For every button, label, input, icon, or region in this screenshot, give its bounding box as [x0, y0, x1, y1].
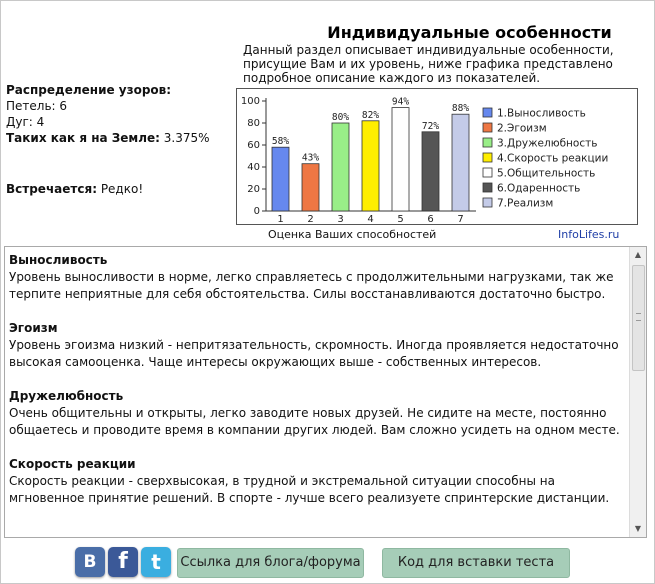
site-link[interactable]: InfoLifes.ru	[558, 228, 620, 241]
y-tick-label: 60	[247, 140, 260, 151]
distribution-label: Распределение узоров:	[6, 83, 172, 97]
y-tick-label: 20	[247, 184, 260, 195]
legend-label: 6.Одаренность	[497, 182, 581, 195]
legend-label: 5.Общительность	[497, 167, 596, 180]
loops-count: Петель: 6	[6, 99, 68, 113]
description-section	[9, 388, 621, 439]
bar-value-label: 88%	[451, 103, 470, 115]
legend-swatch	[483, 168, 492, 177]
bar-value-label: 43%	[301, 152, 320, 164]
bar	[422, 132, 439, 211]
section-text: Скорость реакции - сверхвысокая, в трудной и экстремальной ситуации способны на мгновенное принятие решений. В спорте - лучше всего реализуете спринтерские дистанции.	[9, 474, 610, 505]
section-heading: Эгоизм	[9, 321, 58, 335]
section-text: Уровень выносливости в норме, легко справляетесь с продолжительными нагрузками, так же терпите неприятные для себя обстоятельства. Силы восстанавливаются достаточно быстро.	[9, 270, 614, 301]
legend-label: 1.Выносливость	[497, 107, 586, 120]
description-textarea[interactable]	[4, 246, 647, 538]
grip-icon	[636, 313, 641, 321]
bar-value-label: 58%	[271, 136, 290, 148]
y-tick-label: 100	[240, 96, 260, 107]
description-section	[9, 320, 621, 371]
same-as-me-label: Таких как я на Земле:	[6, 131, 160, 145]
x-tick-label: 4	[367, 214, 374, 225]
section-heading: Скорость реакции	[9, 457, 136, 471]
x-tick-label: 2	[307, 214, 314, 225]
arcs-count: Дуг: 4	[6, 115, 45, 129]
bar	[302, 164, 319, 211]
legend-label: 2.Эгоизм	[497, 122, 547, 135]
blog-link-button[interactable]: Ссылка для блога/форума	[177, 548, 364, 578]
bar	[272, 147, 289, 211]
vk-share-button[interactable]: B	[75, 547, 105, 577]
x-tick-label: 6	[427, 214, 434, 225]
embed-code-button[interactable]: Код для вставки теста	[382, 548, 570, 578]
descriptions-content	[9, 252, 621, 524]
y-tick-label: 40	[247, 162, 260, 173]
bar	[392, 108, 409, 211]
page-title: Индивидуальные особенности	[327, 23, 612, 42]
legend-swatch	[483, 183, 492, 192]
scroll-down-icon[interactable]: ▼	[634, 524, 642, 533]
y-tick-label: 80	[247, 118, 260, 129]
section-heading: Дружелюбность	[9, 389, 124, 403]
chart-caption: Оценка Ваших способностей	[268, 228, 437, 241]
section-text: Уровень эгоизма низкий - непритязательность, скромность. Иногда проявляется недостаточно высокая самооценка. Чаще интересы окружающих выше - собственных интересов.	[9, 338, 619, 369]
legend-swatch	[483, 153, 492, 162]
x-tick-label: 3	[337, 214, 344, 225]
section-heading: Выносливость	[9, 253, 108, 267]
same-as-me-value: 3.375%	[159, 131, 210, 145]
meets-value: Редко!	[97, 182, 144, 196]
legend-label: 4.Скорость реакции	[497, 152, 609, 165]
abilities-chart	[236, 88, 640, 228]
meets-label: Встречается:	[6, 182, 97, 196]
scrollbar[interactable]	[629, 247, 646, 537]
facebook-share-button[interactable]: f	[108, 547, 138, 577]
bar	[362, 121, 379, 211]
bar	[452, 114, 469, 211]
x-tick-label: 5	[397, 214, 404, 225]
x-tick-label: 1	[277, 214, 284, 225]
legend-label: 3.Дружелюбность	[497, 137, 598, 150]
x-tick-label: 7	[457, 214, 464, 225]
section-text: Очень общительны и открыты, легко заводите новых друзей. Не сидите на месте, постоянно общаетесь и проводите время в компании других людей. Вам сложно усидеть на одном месте.	[9, 406, 620, 437]
section-description: Данный раздел описывает индивидуальные особенности, присущие Вам и их уровень, ниже графика представлено подробное описание каждого из показателей.	[243, 43, 614, 85]
legend-swatch	[483, 108, 492, 117]
bar-value-label: 72%	[421, 120, 440, 132]
occurrence	[6, 182, 143, 196]
legend-label: 7.Реализм	[497, 197, 554, 210]
pattern-stats	[6, 82, 210, 146]
description-section	[9, 252, 621, 303]
bar	[332, 123, 349, 211]
legend-swatch	[483, 138, 492, 147]
legend-swatch	[483, 123, 492, 132]
y-tick-label: 0	[253, 206, 260, 217]
twitter-share-button[interactable]: t	[141, 547, 171, 577]
scroll-up-icon[interactable]: ▲	[634, 250, 642, 259]
bar-value-label: 82%	[361, 109, 380, 121]
description-section	[9, 456, 621, 507]
legend-swatch	[483, 198, 492, 207]
bar-value-label: 80%	[331, 112, 350, 123]
bar-value-label: 94%	[391, 96, 410, 108]
scroll-thumb[interactable]	[632, 265, 645, 371]
